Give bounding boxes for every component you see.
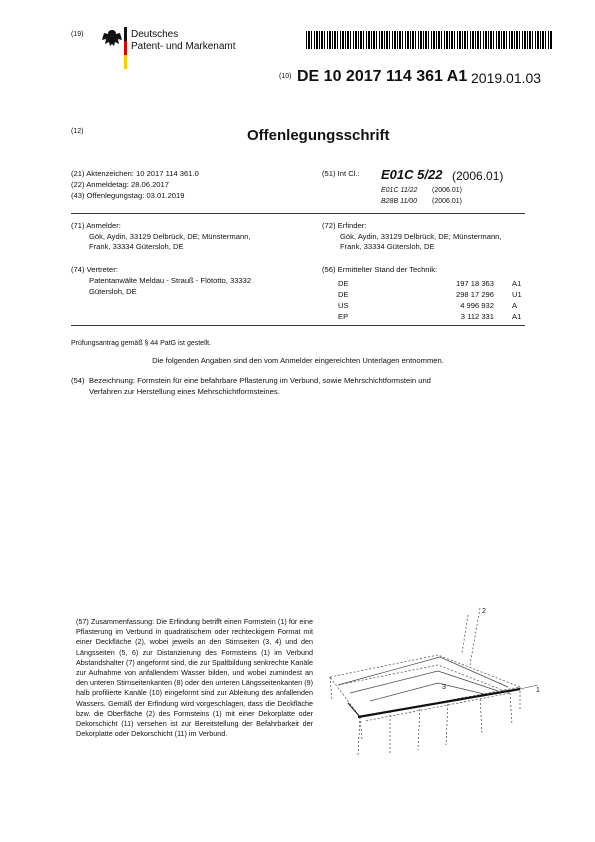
applicant-line1: Gök, Aydin, 33129 Delbrück, DE; Münstermann,	[89, 232, 251, 241]
representative-line1: Patentanwälte Meldau - Strauß - Flötotto, 33332	[89, 276, 252, 285]
barcode	[306, 31, 552, 49]
divider-1	[71, 213, 525, 214]
citation-row: EP 3 112 331 A1	[338, 312, 522, 321]
document-type: Offenlegungsschrift	[247, 127, 390, 144]
citation-row: DE 197 18 363 A1	[338, 279, 522, 288]
ipc-sub2: B28B 11/00	[381, 198, 418, 205]
representative-label: (74) Vertreter:	[71, 265, 118, 274]
applicant-line2: Frank, 33334 Gütersloh, DE	[89, 242, 184, 251]
ipc-label: (51) Int Cl.:	[322, 169, 360, 178]
publication-number: DE 10 2017 114 361 A1	[297, 68, 468, 85]
title-line2: Verfahren zur Herstellung eines Mehrschichtformsteines.	[89, 387, 280, 396]
office-name-line2: Patent- und Markenamt	[131, 41, 236, 52]
inventor-line2: Frank, 33334 Gütersloh, DE	[340, 242, 435, 251]
figure-label-1: 1	[536, 687, 540, 694]
citation-row: DE 298 17 296 U1	[338, 290, 522, 299]
figure-label-2: 2	[482, 608, 486, 615]
inid-10: (10)	[279, 73, 292, 80]
prior-art-label: (56) Ermittelter Stand der Technik:	[322, 265, 438, 274]
citation-row: US 4 996 932 A	[338, 301, 518, 310]
bib-43: (43) Offenlegungstag: 03.01.2019	[71, 191, 185, 200]
representative-line2: Gütersloh, DE	[89, 287, 137, 296]
inid-12: (12)	[71, 128, 84, 135]
inventor-label: (72) Erfinder:	[322, 221, 367, 230]
federal-eagle-icon	[100, 28, 124, 64]
ipc-sub1: E01C 11/22	[381, 187, 418, 194]
bib-22: (22) Anmeldetag: 28.06.2017	[71, 180, 169, 189]
flag-stripe-black	[124, 27, 127, 41]
flag-stripe-gold	[124, 55, 127, 69]
office-name-line1: Deutsches	[131, 29, 179, 40]
inid-19: (19)	[71, 31, 84, 38]
paving-stone-drawing	[320, 605, 550, 770]
ipc-main: E01C 5/22	[381, 167, 443, 182]
bib-21: (21) Aktenzeichen: 10 2017 114 361.0	[71, 169, 199, 178]
publication-date: 2019.01.03	[471, 70, 542, 86]
examination-note: Prüfungsantrag gemäß § 44 PatG ist gestellt.	[71, 340, 212, 347]
title-line1: Bezeichnung: Formstein für eine befahrbare Pflasterung im Verbund, sowie Mehrschichtformstein und	[89, 376, 431, 385]
divider-2	[71, 325, 525, 326]
abstract: (57) Zusammenfassung: Die Erfindung betrifft einen Formstein (1) für eine Pflasterung im Verbund in quadratischem oder rechteckigem Format mit einer Deckfläche (2), wobei jeweils an den Stirnseiten (3, 4) und den Längsseiten (5, 6) zur Distanzierung des Formsteins (1) im Verbund Abstandshalter (7) angeformt sind, die zur Spaltbildung senkrechte Kanäle zur Aufnahme von anfallendem Wasser bilden, und wobei zumindest an den unteren Stirnseitenkanten (8) oder den unteren Längsseitenkanten (9) halb profilierte Kanäle (10) eingeformt sind zur Ableitung des anfallenden Wassers. Gemäß der Erfindung wird vorgeschlagen, dass die Deckfläche bzw. die Oberfläche (2) des Formsteins (1) mit einer Dekorplatte oder Dekorschicht (11) versehen ist zur Bereitstellung der Befahrbarkeit der Dekorplatte oder Dekorschicht (11) im Verbund.	[76, 617, 313, 739]
ipc-sub2-version: (2006.01)	[432, 198, 462, 205]
inventor-line1: Gök, Aydin, 33129 Delbrück, DE; Münstermann,	[340, 232, 502, 241]
applicant-label: (71) Anmelder:	[71, 221, 121, 230]
flag-stripe-red	[124, 41, 127, 55]
ipc-main-version: (2006.01)	[452, 169, 504, 183]
ipc-sub1-version: (2006.01)	[432, 187, 462, 194]
title-code: (54)	[71, 376, 85, 385]
disclaimer: Die folgenden Angaben sind den vom Anmelder eingereichten Unterlagen entnommen.	[152, 356, 444, 365]
figure-label-3: 3	[442, 684, 446, 691]
